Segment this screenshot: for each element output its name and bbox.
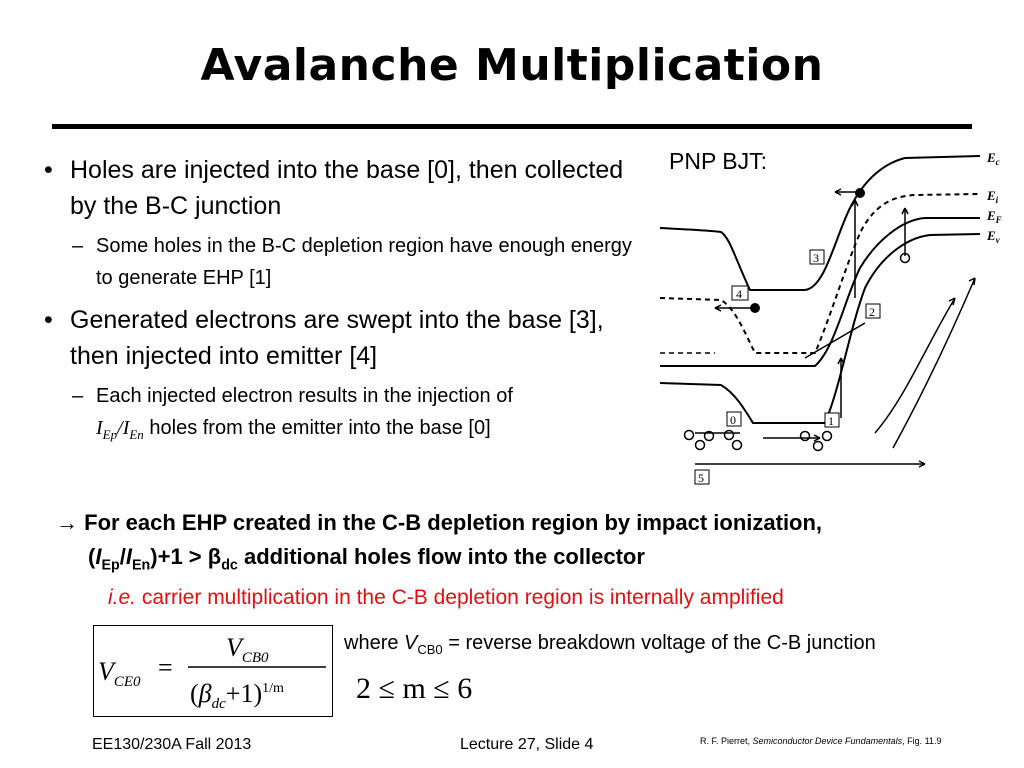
ec-band <box>660 156 980 290</box>
marker-2: 2 <box>869 305 875 319</box>
bullet-dot: • <box>44 156 53 184</box>
bullet-1 <box>44 152 654 224</box>
slide-title: Avalanche Multiplication <box>200 40 824 91</box>
electron-dot <box>855 188 865 198</box>
formula-eq: = <box>158 653 173 682</box>
sub-bullet-dash: – <box>72 385 84 407</box>
svg-text:VCE0 <box>98 657 141 690</box>
ef-label-sub: F <box>995 215 1002 225</box>
ratio-num: I <box>96 417 103 439</box>
formula-lhs: V <box>98 657 114 686</box>
svg-text:VCB0 <box>226 633 269 666</box>
marker-3: 3 <box>813 251 819 265</box>
formula-den-exp: 1/m <box>262 681 284 696</box>
ie-italic: i.e. <box>108 586 137 609</box>
arrow-symbol: → <box>56 510 78 535</box>
m-inequality: 2 ≤ m ≤ 6 <box>356 672 473 705</box>
bullet-list <box>44 152 654 459</box>
bullet-2-text: Generated electrons are swept into the base [3], then injected into emitter [4] <box>70 306 604 370</box>
formula-svg <box>94 626 332 716</box>
marker-0: 0 <box>730 413 736 427</box>
ei-label: E <box>987 188 996 203</box>
formula-num: V <box>226 633 242 662</box>
formula-den-beta-sub: dc <box>211 696 226 712</box>
svg-text:(βdc+1)1/m <box>190 679 284 712</box>
svg-text:Ei <box>986 188 999 205</box>
marker-5: 5 <box>698 471 704 485</box>
sub-bullet-2-suffix: holes from the emitter into the base [0] <box>149 417 491 439</box>
main-point <box>56 506 1016 582</box>
svg-text:Ev <box>986 228 1001 245</box>
marker-1: 1 <box>828 414 834 428</box>
formula-den-b: +1) <box>225 679 263 708</box>
ie-rest: carrier multiplication in the C-B depletion region is internally amplified <box>136 586 784 609</box>
sub-bullet-1-text: Some holes in the B-C depletion region have enough energy to generate EHP [1] <box>96 235 632 289</box>
bullet-dot: • <box>44 306 53 334</box>
title-underline <box>52 124 972 129</box>
formula-num-sub: CB0 <box>241 650 269 666</box>
formula-box <box>93 625 333 717</box>
sub-bullet-dash: – <box>72 235 84 257</box>
ratio-num-sub: Ep <box>102 427 118 442</box>
ec-label: E <box>987 150 996 165</box>
where-text: where $V_{CB0}$ = reverse breakdown voltage of the C-B junction <box>344 632 876 657</box>
marker-4: 4 <box>736 287 742 301</box>
main-point-line2: $(I_{Ep}/I_{En})+1 > \beta_{dc}$ additional holes flow into the collector <box>88 544 645 574</box>
ev-label-sub: v <box>995 235 1000 245</box>
bullet-2 <box>44 302 654 374</box>
ef-label: E <box>987 208 996 223</box>
ef-band <box>660 218 980 366</box>
svg-text:EF <box>986 208 1002 225</box>
footer-citation: R. F. Pierret, Semiconductor Device Fundamentals, Fig. 11.9 <box>700 736 942 746</box>
ratio-den-sub: En <box>129 427 144 442</box>
ie-line <box>108 586 784 610</box>
formula-den-beta: β <box>198 679 212 708</box>
band-diagram <box>655 148 1020 493</box>
formula-lhs-sub: CE0 <box>113 674 141 690</box>
bullet-1-text: Holes are injected into the base [0], then collected by the B-C junction <box>70 156 624 220</box>
ratio-den: I <box>122 417 130 439</box>
sub-bullet-2: – Each injected electron results in the injection of $I_{Ep}/I_{En}$ holes from the emitter into the base [0] <box>44 380 654 451</box>
sub-bullet-2-prefix: Each injected electron results in the injection of <box>96 385 513 407</box>
footer-slide-number: Lecture 27, Slide 4 <box>460 736 594 753</box>
ev-label: E <box>987 228 996 243</box>
sub-bullet-1 <box>44 230 654 294</box>
formula-den-a: ( <box>190 679 199 708</box>
ei-label-sub: i <box>995 195 999 205</box>
ec-label-sub: c <box>995 157 1000 167</box>
figure-label: PNP BJT: <box>669 148 767 174</box>
main-point-line1: For each EHP created in the C-B depletion region by impact ionization, <box>84 510 823 535</box>
footer-course: EE130/230A Fall 2013 <box>92 736 252 753</box>
svg-text:Ec <box>986 150 1000 167</box>
